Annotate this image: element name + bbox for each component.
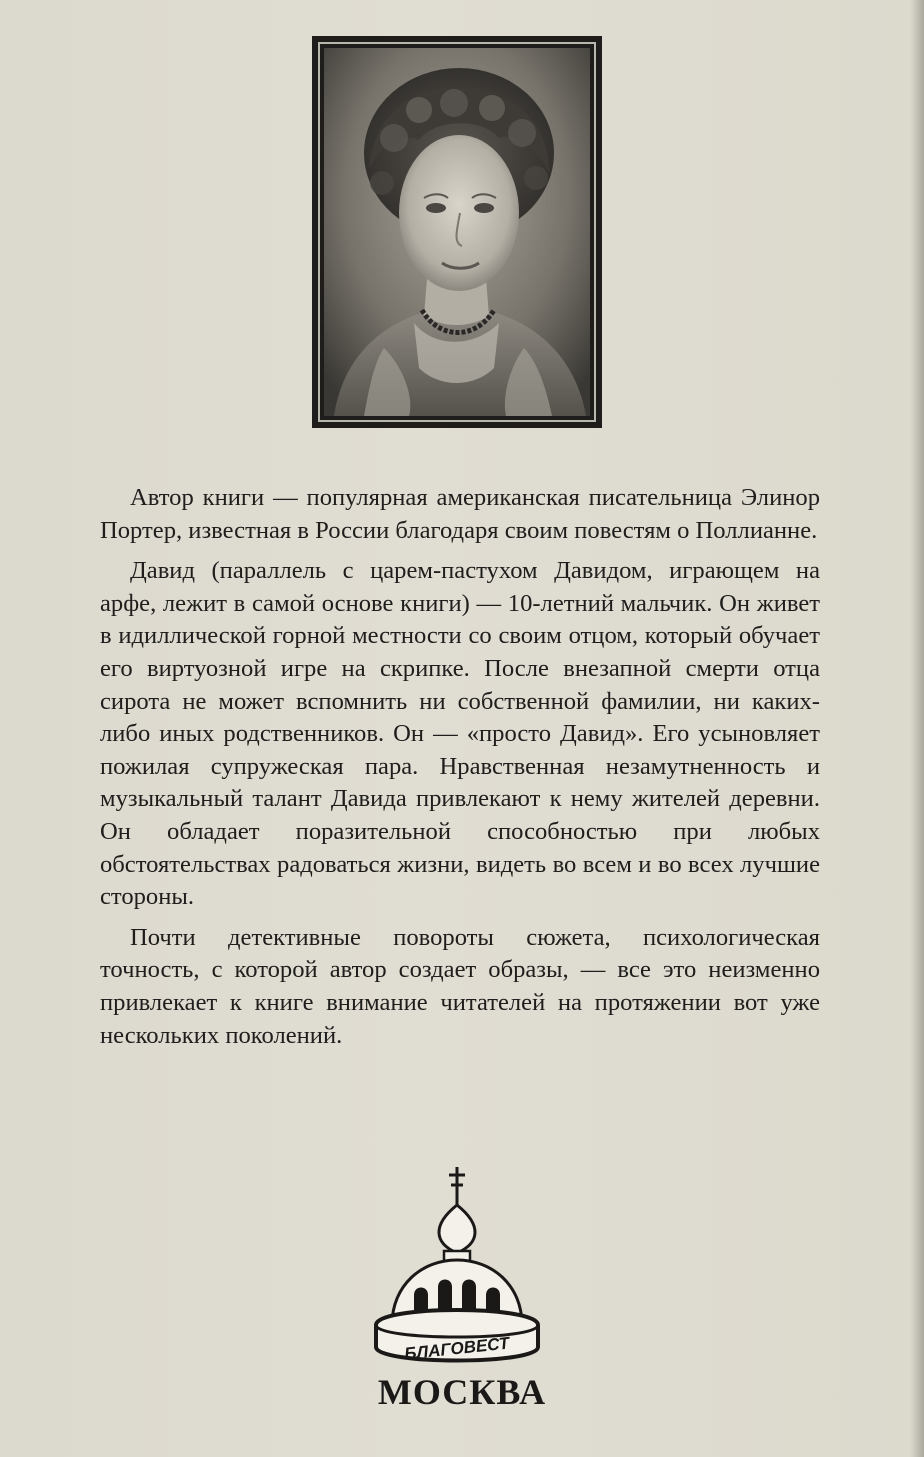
annotation-paragraph-2: Давид (параллель с царем-пастухом Давидом, играющем на арфе, лежит в самой основе книги) — 10-летний мальчик. Он живет в идиллической горной местности со своим отцом, который обучает его виртуозной игре на скрипке. После внезапной смерти отца сирота не может вспомнить ни собственной фамилии, ни каких-либо иных родственников. Он — «просто Давид». Его усыновляет пожилая супружеская пара. Нравственная незамутненность и музыкальный талант Давида привлекают к нему жителей деревни. Он обладает поразительной способностью при любых обстоятельствах радоваться жизни, видеть во всем и во всех лучшие стороны. (100, 557, 820, 911)
publisher-logo-emblem (372, 1165, 542, 1365)
publisher-logo (372, 1165, 542, 1365)
book-annotation (100, 482, 820, 1060)
publisher-logo-text: БЛАГОВЕСТ (403, 1333, 511, 1364)
annotation-paragraph-1: Автор книги — популярная американская писательница Элинор Портер, известная в России благодаря своим повестям о Поллианне. (100, 484, 820, 544)
spine-edge (910, 0, 924, 1457)
portrait-illustration (324, 48, 590, 416)
annotation-paragraph-3: Почти детективные повороты сюжета, психологическая точность, с которой автор создает образы, — все это неизменно привлекает к книге внимание читателей на протяжении вот уже нескольких поколений. (100, 923, 820, 1049)
author-portrait-photo (324, 48, 590, 416)
author-portrait-frame (312, 36, 602, 428)
publisher-city: МОСКВА (377, 1372, 547, 1412)
